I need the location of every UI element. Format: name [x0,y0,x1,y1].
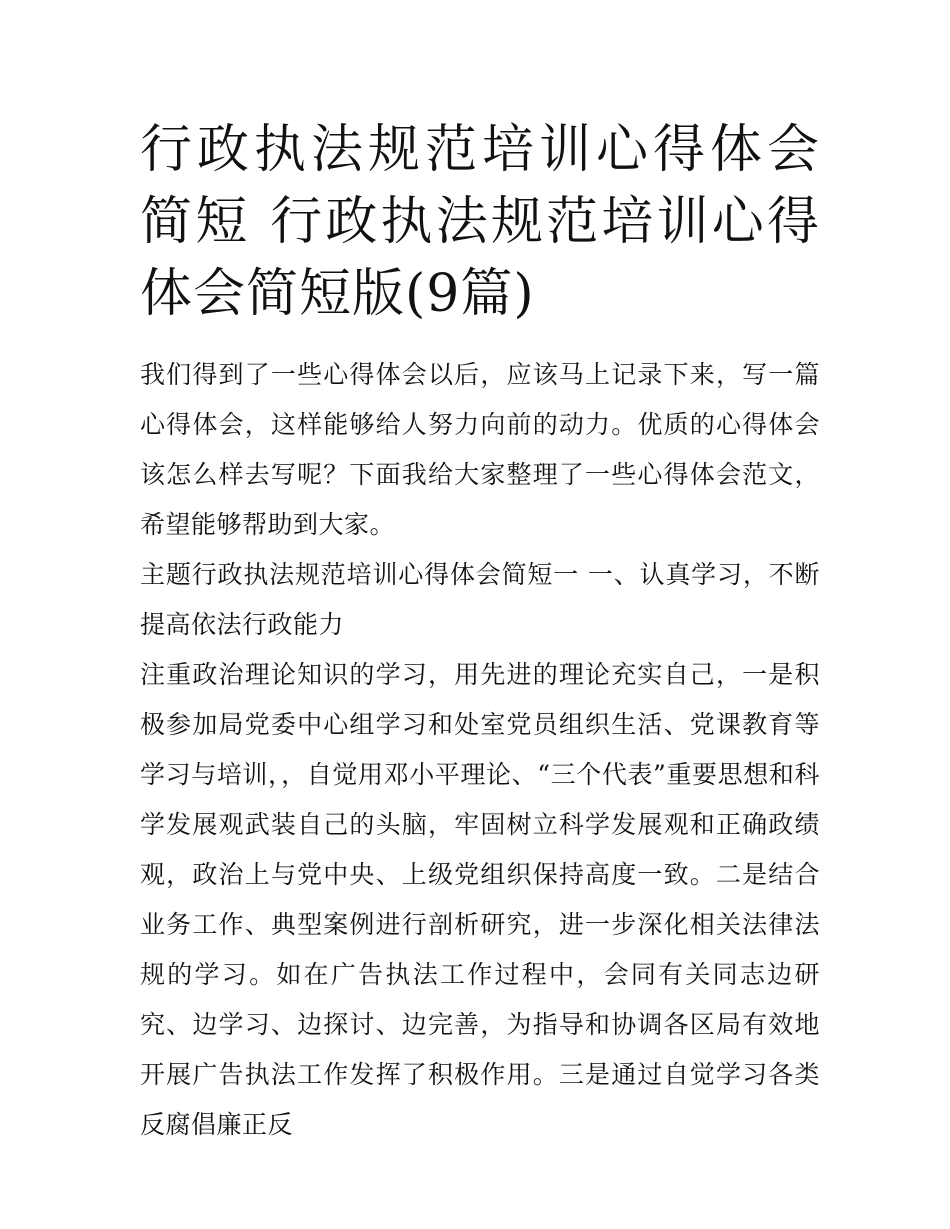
document-body [140,350,820,1150]
paragraph-intro: 我们得到了一些心得体会以后，应该马上记录下来，写一篇心得体会，这样能够给人努力向前的动力。优质的心得体会该怎么样去写呢？下面我给大家整理了一些心得体会范文，希望能够帮助到大家。 [140,360,820,539]
paragraph-section-heading: 主题行政执法规范培训心得体会简短一 一、认真学习，不断提高依法行政能力 [140,560,820,639]
document-page [140,114,820,1150]
document-title: 行政执法规范培训心得体会简短 行政执法规范培训心得体会简短版(9篇) [140,120,820,324]
paragraph-body: 注重政治理论知识的学习，用先进的理论充实自己，一是积极参加局党委中心组学习和处室党员组织生活、党课教育等学习与培训，，自觉用邓小平理论、“三个代表”重要思想和科学发展观武装自己的头脑，牢固树立科学发展观和正确政绩观，政治上与党中央、上级党组织保持高度一致。二是结合业务工作、典型案例进行剖析研究，进一步深化相关法律法规的学习。如在广告执法工作过程中，会同有关同志边研究、边学习、边探讨、边完善，为指导和协调各区局有效地开展广告执法工作发挥了积极作用。三是通过自觉学习各类反腐倡廉正反 [140,660,820,1139]
